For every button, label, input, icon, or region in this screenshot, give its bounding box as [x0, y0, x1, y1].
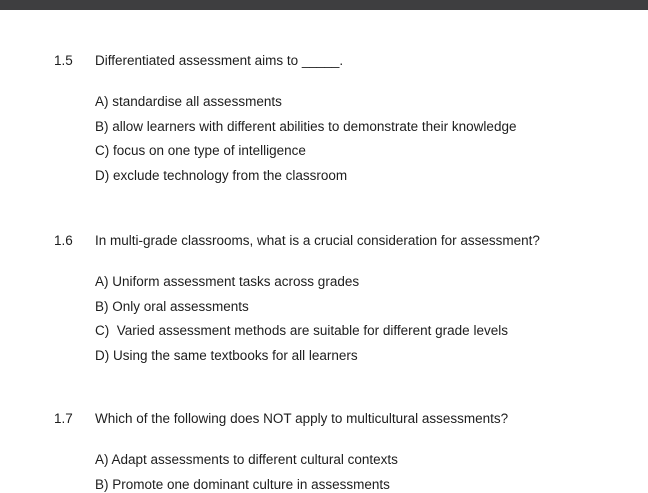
question-1-5	[0, 52, 648, 184]
option-a: A) standardise all assessments	[95, 94, 282, 109]
document-page	[0, 52, 648, 493]
question-text: Which of the following does NOT apply to multicultural assessments?	[95, 411, 509, 426]
question-number: 1.6	[54, 233, 73, 248]
option-b: B) Only oral assessments	[95, 298, 249, 314]
question-1-6	[0, 232, 648, 364]
question-row	[0, 232, 648, 249]
option-a: A) Adapt assessments to different cultural contexts	[95, 452, 398, 467]
option-b: B) allow learners with different abilities to demonstrate their knowledge	[95, 118, 517, 134]
question-1-7	[0, 410, 648, 493]
question-number: 1.7	[54, 411, 73, 426]
option-b: B) Promote one dominant culture in assessments	[95, 476, 390, 492]
option-c: C) Varied assessment methods are suitable for different grade levels	[95, 323, 508, 338]
question-text: In multi-grade classrooms, what is a crucial consideration for assessment?	[95, 233, 540, 248]
option-a: A) Uniform assessment tasks across grades	[95, 274, 360, 289]
question-row	[0, 410, 648, 427]
question-number: 1.5	[54, 53, 73, 68]
option-d: D) Using the same textbooks for all learners	[95, 347, 358, 363]
option-c: C) focus on one type of intelligence	[95, 143, 306, 158]
question-text: Differentiated assessment aims to _____.	[95, 53, 344, 68]
window-top-edge	[0, 0, 648, 10]
question-row	[0, 52, 648, 69]
option-d: D) exclude technology from the classroom	[95, 167, 348, 183]
